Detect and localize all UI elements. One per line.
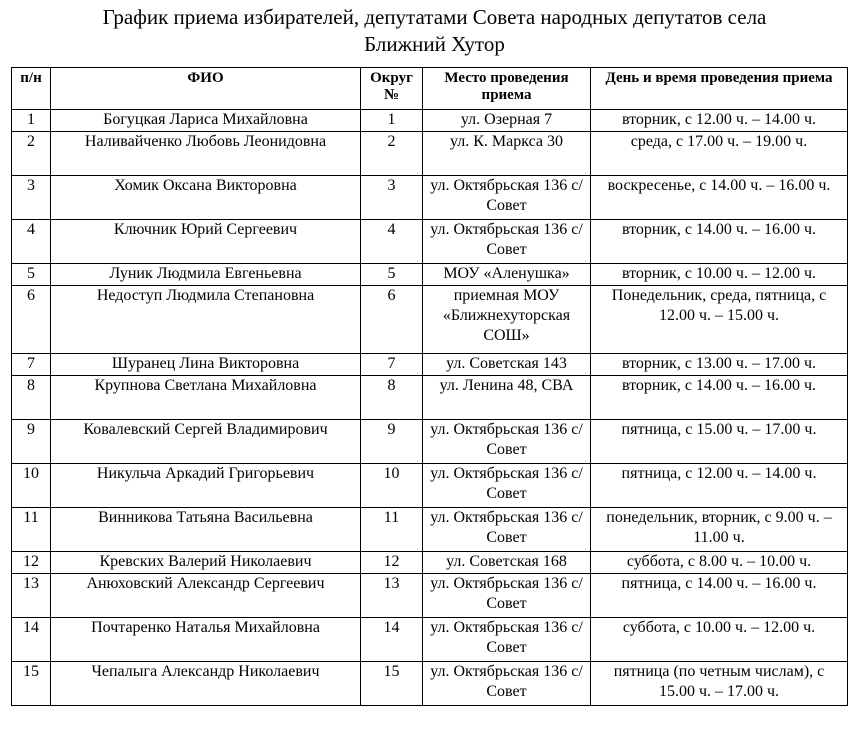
table-row: [12, 574, 848, 618]
table-row: [12, 220, 848, 264]
cell-name: Хомик Оксана Викторовна: [51, 176, 361, 220]
cell-time: пятница, с 12.00 ч. – 14.00 ч.: [591, 464, 848, 508]
cell-place: ул. Октябрьская 136 с/Совет: [423, 220, 591, 264]
table-row: [12, 176, 848, 220]
cell-num: 5: [12, 264, 51, 286]
header-time: День и время проведения приема: [591, 68, 848, 110]
table-row: [12, 376, 848, 420]
header-place: Место проведения приема: [423, 68, 591, 110]
cell-time: понедельник, вторник, с 9.00 ч. – 11.00 ч.: [591, 508, 848, 552]
cell-place: приемная МОУ «Ближнехуторская СОШ»: [423, 286, 591, 354]
cell-num: 12: [12, 552, 51, 574]
cell-place: ул. Советская 168: [423, 552, 591, 574]
cell-num: 9: [12, 420, 51, 464]
cell-district: 8: [361, 376, 423, 420]
table-row: [12, 132, 848, 176]
table-row: [12, 508, 848, 552]
cell-num: 3: [12, 176, 51, 220]
cell-name: Шуранец Лина Викторовна: [51, 354, 361, 376]
header-num: п/н: [12, 68, 51, 110]
cell-name: Недоступ Людмила Степановна: [51, 286, 361, 354]
cell-place: ул. Октябрьская 136 с/Совет: [423, 618, 591, 662]
table-row: [12, 354, 848, 376]
cell-num: 1: [12, 110, 51, 132]
cell-district: 10: [361, 464, 423, 508]
cell-district: 14: [361, 618, 423, 662]
cell-time: суббота, с 8.00 ч. – 10.00 ч.: [591, 552, 848, 574]
cell-district: 11: [361, 508, 423, 552]
cell-num: 2: [12, 132, 51, 176]
cell-district: 7: [361, 354, 423, 376]
cell-district: 12: [361, 552, 423, 574]
cell-name: Анюховский Александр Сергеевич: [51, 574, 361, 618]
cell-name: Никульча Аркадий Григорьевич: [51, 464, 361, 508]
cell-district: 1: [361, 110, 423, 132]
cell-district: 2: [361, 132, 423, 176]
cell-place: МОУ «Аленушка»: [423, 264, 591, 286]
table-row: [12, 420, 848, 464]
cell-place: ул. К. Маркса 30: [423, 132, 591, 176]
cell-time: вторник, с 12.00 ч. – 14.00 ч.: [591, 110, 848, 132]
cell-num: 14: [12, 618, 51, 662]
cell-time: вторник, с 13.00 ч. – 17.00 ч.: [591, 354, 848, 376]
cell-time: пятница, с 14.00 ч. – 16.00 ч.: [591, 574, 848, 618]
cell-time: Понедельник, среда, пятница, с 12.00 ч. – 15.00 ч.: [591, 286, 848, 354]
document-title: [0, 4, 859, 58]
cell-num: 8: [12, 376, 51, 420]
cell-place: ул. Октябрьская 136 с/Совет: [423, 464, 591, 508]
cell-num: 13: [12, 574, 51, 618]
cell-time: пятница, с 15.00 ч. – 17.00 ч.: [591, 420, 848, 464]
cell-name: Винникова Татьяна Васильевна: [51, 508, 361, 552]
cell-time: воскресенье, с 14.00 ч. – 16.00 ч.: [591, 176, 848, 220]
header-district: Округ №: [361, 68, 423, 110]
cell-name: Луник Людмила Евгеньевна: [51, 264, 361, 286]
cell-name: Ключник Юрий Сергеевич: [51, 220, 361, 264]
cell-num: 7: [12, 354, 51, 376]
cell-name: Наливайченко Любовь Леонидовна: [51, 132, 361, 176]
cell-place: ул. Советская 143: [423, 354, 591, 376]
cell-num: 6: [12, 286, 51, 354]
table-row: [12, 464, 848, 508]
cell-time: среда, с 17.00 ч. – 19.00 ч.: [591, 132, 848, 176]
cell-place: ул. Октябрьская 136 с/Совет: [423, 420, 591, 464]
cell-place: ул. Озерная 7: [423, 110, 591, 132]
cell-district: 15: [361, 662, 423, 706]
cell-place: ул. Октябрьская 136 с/Совет: [423, 508, 591, 552]
table-row: [12, 110, 848, 132]
reception-schedule-table: [11, 67, 848, 706]
cell-district: 3: [361, 176, 423, 220]
cell-name: Ковалевский Сергей Владимирович: [51, 420, 361, 464]
cell-district: 5: [361, 264, 423, 286]
table-header-row: [12, 68, 848, 110]
cell-place: ул. Октябрьская 136 с/Совет: [423, 176, 591, 220]
cell-name: Кревских Валерий Николаевич: [51, 552, 361, 574]
table-row: [12, 286, 848, 354]
header-name: ФИО: [51, 68, 361, 110]
cell-name: Крупнова Светлана Михайловна: [51, 376, 361, 420]
cell-district: 13: [361, 574, 423, 618]
cell-num: 10: [12, 464, 51, 508]
cell-district: 9: [361, 420, 423, 464]
cell-num: 11: [12, 508, 51, 552]
cell-place: ул. Октябрьская 136 с/Совет: [423, 662, 591, 706]
cell-num: 4: [12, 220, 51, 264]
cell-time: суббота, с 10.00 ч. – 12.00 ч.: [591, 618, 848, 662]
cell-name: Чепалыга Александр Николаевич: [51, 662, 361, 706]
cell-district: 4: [361, 220, 423, 264]
table-body: [12, 110, 848, 706]
cell-place: ул. Ленина 48, СВА: [423, 376, 591, 420]
cell-place: ул. Октябрьская 136 с/Совет: [423, 574, 591, 618]
title-line-2: Ближний Хутор: [364, 32, 505, 56]
cell-time: вторник, с 10.00 ч. – 12.00 ч.: [591, 264, 848, 286]
table-row: [12, 552, 848, 574]
cell-name: Почтаренко Наталья Михайловна: [51, 618, 361, 662]
cell-time: вторник, с 14.00 ч. – 16.00 ч.: [591, 220, 848, 264]
table-row: [12, 264, 848, 286]
cell-name: Богуцкая Лариса Михайловна: [51, 110, 361, 132]
cell-time: вторник, с 14.00 ч. – 16.00 ч.: [591, 376, 848, 420]
cell-num: 15: [12, 662, 51, 706]
cell-district: 6: [361, 286, 423, 354]
table-row: [12, 618, 848, 662]
cell-time: пятница (по четным числам), с 15.00 ч. – 17.00 ч.: [591, 662, 848, 706]
title-line-1: График приема избирателей, депутатами Совета народных депутатов села: [102, 5, 767, 29]
table-row: [12, 662, 848, 706]
